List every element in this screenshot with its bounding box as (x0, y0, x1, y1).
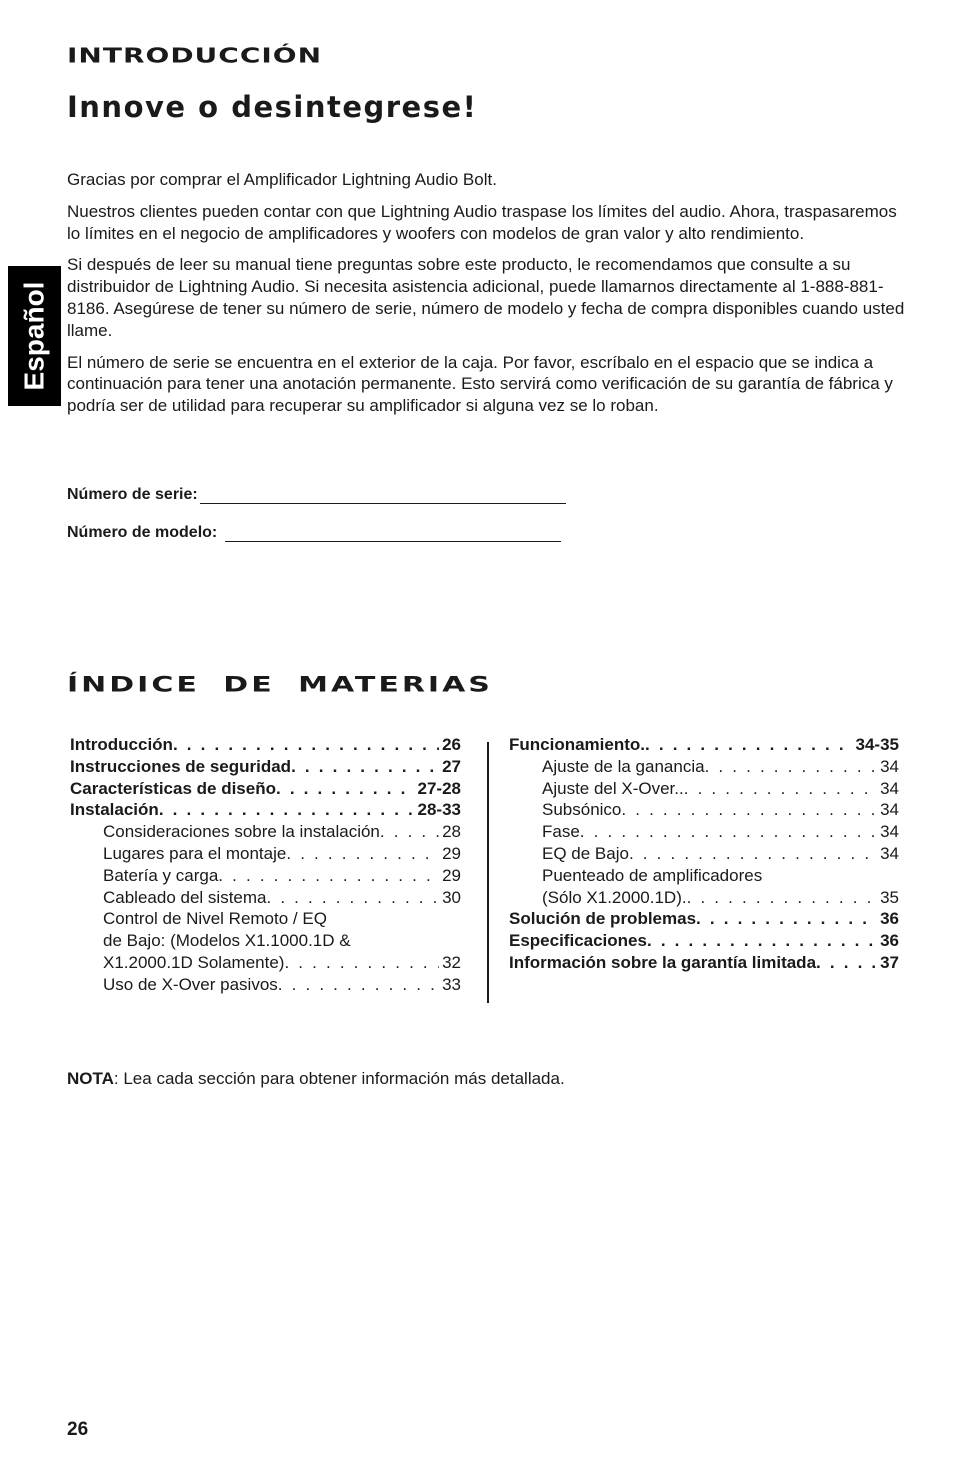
toc-entry-title: Especificaciones (509, 931, 647, 951)
toc-entry (509, 821, 899, 843)
toc-entry (509, 908, 899, 930)
toc-leader-dots (276, 778, 415, 800)
note-text: : Lea cada sección para obtener información más detallada. (113, 1069, 565, 1088)
toc-leader-dots (286, 843, 439, 865)
note-label: NOTA (67, 1069, 114, 1088)
toc-entry-title: Instrucciones de seguridad (70, 756, 292, 776)
model-number-blank (225, 523, 561, 542)
toc-entry (509, 734, 899, 756)
toc-entry (70, 865, 461, 887)
toc-leader-dots (218, 865, 439, 887)
toc-entry-title: Características de diseño (70, 778, 276, 798)
toc-entry-title: Solución de problemas (509, 909, 697, 929)
intro-paragraph: El número de serie se encuentra en el exterior de la caja. Por favor, escríbalo en el espacio que se indica a continuación para tener una anotación permanente. Esto servirá como verificación de su garantía de fábrica y podría ser de utilidad para recuperar su amplificador si alguna vez se lo roban. (67, 352, 893, 416)
intro-paragraph: Gracias por comprar el Amplificador Lightning Audio Bolt. (67, 170, 497, 189)
toc-right-column (509, 734, 899, 974)
toc-entry-page: 35 (880, 887, 899, 907)
toc-entry-page: 34-35 (855, 735, 899, 754)
side-tab-label: Español (18, 281, 50, 391)
toc-entry-title: Control de Nivel Remoto / EQ (103, 909, 327, 929)
toc-entry-page: 36 (880, 931, 899, 951)
intro-paragraph: Nuestros clientes pueden contar con que Lightning Audio traspase los límites del audio. Ahora, traspasaremos lo límites en el negocio de amplificadores y woofers con modelos de gran valor y alto rendimiento. (67, 201, 897, 243)
toc-entry-page: 32 (442, 952, 461, 972)
toc-entry-page: 28 (442, 822, 461, 842)
toc-entry-title: Puenteado de amplificadores (542, 865, 763, 885)
toc-leader-dots (284, 952, 439, 974)
page-number: 26 (67, 1419, 89, 1440)
toc-entry (509, 799, 899, 821)
serial-number-field (67, 485, 566, 504)
toc-entry-title: Cableado del sistema (103, 887, 267, 907)
toc-entry (70, 908, 461, 930)
toc-entry (70, 756, 461, 778)
toc-entry-page: 28-33 (417, 800, 461, 820)
toc-entry-title: EQ de Bajo (542, 843, 629, 863)
toc-leader-dots (266, 887, 439, 909)
toc-entry (509, 930, 899, 952)
serial-number-label: Número de serie: (67, 486, 198, 503)
toc-entry (70, 974, 461, 996)
toc-entry-page: 27-28 (417, 778, 461, 798)
toc-leader-dots (580, 821, 877, 843)
toc-leader-dots (291, 756, 439, 778)
toc-entry-page: 34 (880, 778, 899, 798)
toc-entry-page: 36 (880, 909, 899, 929)
toc-divider (487, 742, 489, 1003)
toc-entry (509, 756, 899, 778)
language-side-tab (8, 266, 61, 406)
section-title-introduccion: INTRODUCCIÓN (67, 44, 323, 68)
toc-entry-title: X1.2000.1D Solamente) (103, 952, 285, 972)
toc-leader-dots (684, 778, 877, 800)
toc-leader-dots (705, 756, 878, 778)
toc-entry (509, 778, 899, 800)
toc-entry (509, 952, 899, 974)
toc-leader-dots (278, 974, 439, 996)
toc-entry-title: Ajuste de la ganancia (542, 756, 705, 776)
toc-entry-page: 29 (442, 843, 461, 863)
toc-leader-dots (816, 952, 877, 974)
toc-left-column (70, 734, 461, 996)
toc-leader-dots (173, 734, 439, 756)
toc-entry (70, 887, 461, 909)
toc-entry-page: 30 (442, 887, 461, 907)
slogan-heading: Innove o desintegrese! (67, 90, 478, 124)
intro-paragraph: Si después de leer su manual tiene preguntas sobre este producto, le recomendamos que consulte a su distribuidor de Lightning Audio. Si necesita asistencia adicional, puede llamarnos directamente al 1-888-881-8186. Asegúrese de tener su número de serie, número de modelo y fecha de compra disponibles cuando usted llame. (67, 255, 905, 340)
toc-entry-page: 33 (442, 974, 461, 994)
toc-entry (70, 799, 461, 821)
toc-leader-dots (696, 908, 877, 930)
toc-entry (70, 734, 461, 756)
serial-number-blank (200, 485, 566, 504)
model-number-field (67, 523, 561, 542)
toc-leader-dots (380, 821, 439, 843)
toc-entry-title: Lugares para el montaje (103, 843, 287, 863)
toc-leader-dots (687, 887, 877, 909)
toc-entry-title: Funcionamiento. (509, 735, 645, 754)
toc-entry-title: Información sobre la garantía limitada (509, 952, 817, 972)
toc-entry-page: 34 (880, 822, 899, 842)
model-number-label: Número de modelo: (67, 524, 218, 541)
toc-entry-title: Consideraciones sobre la instalación (103, 822, 380, 842)
toc-entry-title: Instalación (70, 800, 159, 820)
toc-entry (509, 887, 899, 909)
toc-entry-title: Uso de X-Over pasivos (103, 974, 278, 994)
toc-entry-title: de Bajo: (Modelos X1.1000.1D & (103, 931, 351, 951)
toc-entry-page: 29 (442, 865, 461, 885)
toc-entry-page: 27 (442, 756, 461, 776)
toc-entry (509, 843, 899, 865)
toc-entry-title: Introducción (70, 735, 173, 754)
toc-entry-page: 37 (880, 952, 899, 972)
toc-entry (509, 865, 899, 887)
toc-leader-dots (647, 930, 877, 952)
toc-entry (70, 930, 461, 952)
toc-entry-title: (Sólo X1.2000.1D). (542, 887, 687, 907)
toc-entry-page: 26 (442, 735, 461, 754)
toc-entry (70, 952, 461, 974)
intro-body (67, 169, 912, 427)
toc-entry-title: Fase (542, 822, 580, 842)
toc-entry (70, 778, 461, 800)
toc-entry-page: 34 (880, 800, 899, 820)
toc-leader-dots (621, 799, 877, 821)
toc-entry-title: Ajuste del X-Over.. (542, 778, 684, 798)
toc-entry-title: Subsónico (542, 800, 622, 820)
toc-entry-page: 34 (880, 843, 899, 863)
toc-entry (70, 843, 461, 865)
toc-leader-dots (645, 734, 853, 756)
toc-leader-dots (629, 843, 877, 865)
toc-entry-title: Batería y carga (103, 865, 219, 885)
section-title-indice: ÍNDICE DE MATERIAS (67, 672, 493, 698)
toc-entry (70, 821, 461, 843)
note (67, 1069, 565, 1089)
toc-entry-page: 34 (880, 756, 899, 776)
toc-leader-dots (159, 799, 415, 821)
